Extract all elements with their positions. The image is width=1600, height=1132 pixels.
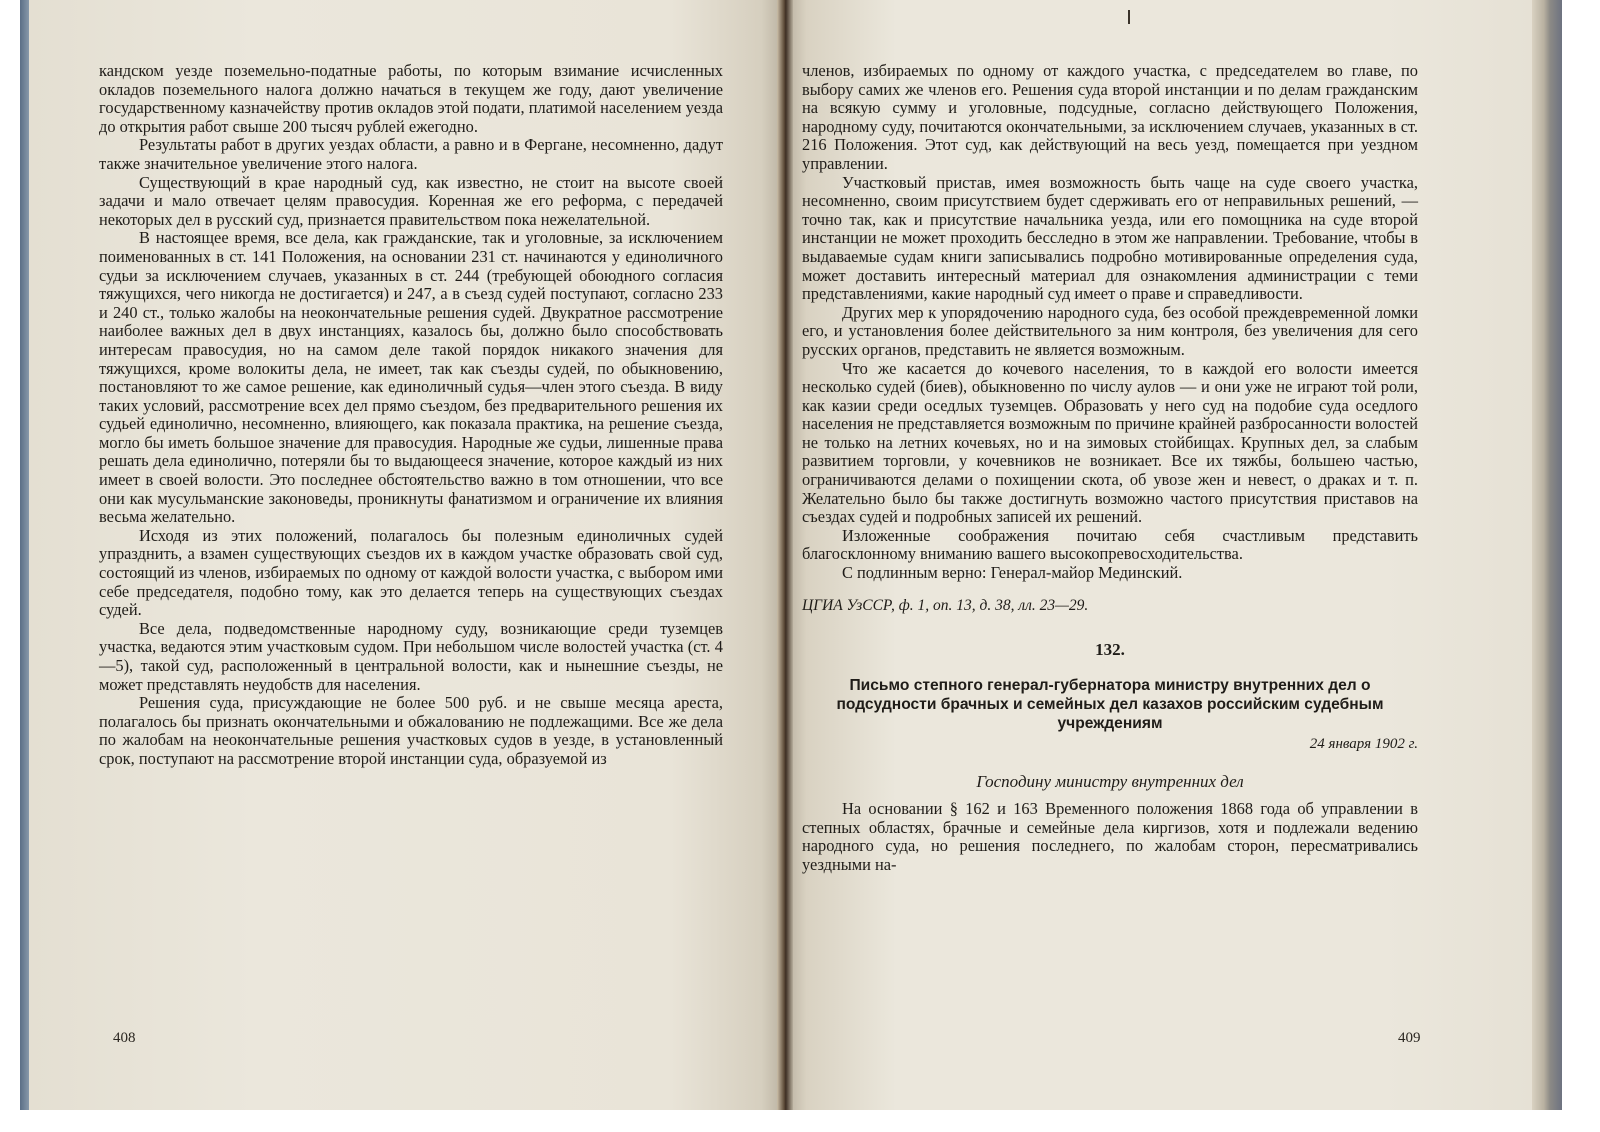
book-gutter bbox=[777, 0, 793, 1110]
right-page-number: 409 bbox=[1398, 1030, 1421, 1046]
left-paragraph: Результаты работ в других уездах области, а равно и в Фергане, несомненно, дадут также значительное увеличение этого налога. bbox=[99, 135, 723, 173]
document-date: 24 января 1902 г. bbox=[1309, 735, 1418, 752]
document-addressee: Господину министру внутренних дел bbox=[976, 772, 1244, 792]
left-page-number: 408 bbox=[113, 1030, 136, 1046]
left-paragraph: Исходя из этих положений, полагалось бы полезным единоличных судей упразднить, а взамен существующих съездов их в каждом участке образовать свой суд, состоящий из членов, избираемых по одному от каждой волости участка, с выбором ими себе председателя, подобно тому, как это делается теперь на существующих съездах судей. bbox=[99, 525, 723, 620]
right-paragraph: членов, избираемых по одному от каждого участка, с председателем во главе, по выбору самих же членов его. Решения суда второй инстанции и по делам гражданским на всякую сумму и уголовные, подсудные, согласно действующего Положения, народному суду, почитаются окончательными, за исключением случаев, указанных в ст. 216 Положения. Этот суд, как действующий на весь уезд, помещается при уездном управлении. bbox=[802, 61, 1418, 173]
right-paragraph: С подлинным верно: Генерал-майор Мединский. bbox=[842, 563, 1183, 583]
left-page-text bbox=[99, 62, 723, 769]
right-paragraph: Изложенные соображения почитаю себя счастливым представить благосклонному вниманию вашего высокопревосходительства. bbox=[802, 525, 1418, 564]
left-paragraph: Все дела, подведомственные народному суду, возникающие среди туземцев участка, ведаются этим участковым судом. При небольшом числе волостей участка (ст. 4—5), такой суд, расположенный в центральной волости, как и нынешние съезды, не может представлять неудобств для населения. bbox=[99, 618, 723, 694]
right-page bbox=[784, 0, 1532, 1110]
right-paragraph: Других мер к упорядочению народного суда, без особой преждевременной ломки его, и установления более действительного за ним контроля, без увеличения для сего русских органов, представить не является возможным. bbox=[802, 302, 1418, 359]
left-page bbox=[29, 0, 784, 1110]
book-scan bbox=[20, 0, 1562, 1110]
book-page-edges-right bbox=[1532, 0, 1562, 1110]
document-title: Письмо степного генерал-губернатора министру внутренних дел о подсудности брачных и семейных дел казахов российским судебным учреждениям bbox=[836, 676, 1384, 732]
right-page-text bbox=[802, 62, 1418, 874]
ink-speck bbox=[1128, 10, 1130, 24]
archive-source: ЦГИА УзССР, ф. 1, оп. 13, д. 38, лл. 23—29. bbox=[802, 596, 1089, 614]
left-paragraph: Существующий в крае народный суд, как известно, не стоит на высоте своей задачи и мало отвечает целям правосудия. Коренная же его реформа, с передачей некоторых дел в русский суд, признается правительством пока нежелательной. bbox=[99, 172, 723, 229]
document-number: 132. bbox=[1095, 640, 1125, 660]
left-paragraph: В настоящее время, все дела, как гражданские, так и уголовные, за исключением поименованных в ст. 141 Положения, на основании 231 ст. начинаются у единоличного судьи за исключением случаев, указанных в ст. 244 (требующей обоюдного согласия тяжущихся, чего никогда не достигается) и 247, а в съезд судей поступают, согласно 233 и 240 ст., только жалобы на неокончательные решения судей. Двукратное рассмотрение наиболее важных дел в двух инстанциях, казалось бы, должно было способствовать интересам правосудия, но на самом деле такой порядок никакого значения для тяжущихся, кроме волокиты дела, не имеет, так как съезды судей, по обыкновению, постановляют то же самое решение, как единоличный судья—член этого съезда. В виду таких условий, рассмотрение всех дел прямо съездом, без предварительного решения их судьей единолично, несомненно, влияющего, как показала практика, на решение съезда, могло бы иметь большое значение для правосудия. Народные же судьи, лишенные права решать дела единолично, потеряли бы то выдающееся значение, которое каждый из них имеет в своей волости. Это последнее обстоятельство важно в том отношении, что все они как мусульманские законоведы, проникнуты фанатизмом и ограничение их влияния весьма желательно. bbox=[99, 228, 723, 527]
right-paragraph: Участковый пристав, имея возможность быть чаще на суде своего участка, несомненно, своим присутствием будет сдерживать его от неправильных решений, — точно так, как и присутствие начальника уезда, или его помощника на суде второй инстанции не может проходить бесследно в этом же направлении. Требование, чтобы в выдаваемые судам книги записывались подробно мотивированные определения суда, может доставить интересный материал для ознакомления администрации с теми представлениями, какие народный суд имеет о праве и справедливости. bbox=[802, 172, 1418, 304]
left-paragraph: Решения суда, присуждающие не более 500 руб. и не свыше месяца ареста, полагалось бы признать окончательными и обжалованию не подлежащими. Все же дела по жалобам на неокончательные решения участковых судов в уезде, в установленный срок, поступают на рассмотрение второй инстанции суда, образуемой из bbox=[99, 693, 723, 768]
right-paragraph: Что же касается до кочевого населения, то в каждой его волости имеется несколько судей (биев), обыкновенно по числу аулов — и они уже не играют той роли, как казии среди оседлых туземцев. Образовать у него суд на подобие суда оседлого населения не представляется возможным по причине крайней разбросанности волостей не только на летних кочевьях, но и на зимовых стойбищах. Крупных дел, за слабым развитием торговли, у кочевников не возникает. Все их тяжбы, большею частью, ограничиваются делами о похищении скота, об увозе жен и невест, о драках и т. п. Желательно было бы также достигнуть возможно частого присутствия приставов на съездах судей и подробных записей их решений. bbox=[802, 358, 1418, 527]
book-cover-edge-left bbox=[20, 0, 29, 1110]
left-paragraph: кандском уезде поземельно-податные работы, по которым взимание исчисленных окладов поземельного налога должно начаться в текущем же году, дают увеличение государственному казначейству против окладов этой подати, платимой населением уезда до открытия работ свыше 200 тысяч рублей ежегодно. bbox=[99, 61, 723, 136]
right-paragraph: На основании § 162 и 163 Временного положения 1868 года об управлении в степных областях, брачные и семейные дела киргизов, хотя и подлежали ведению народного суда, но решения последнего, по жалобам сторон, пересматривались уездными на- bbox=[802, 799, 1418, 874]
